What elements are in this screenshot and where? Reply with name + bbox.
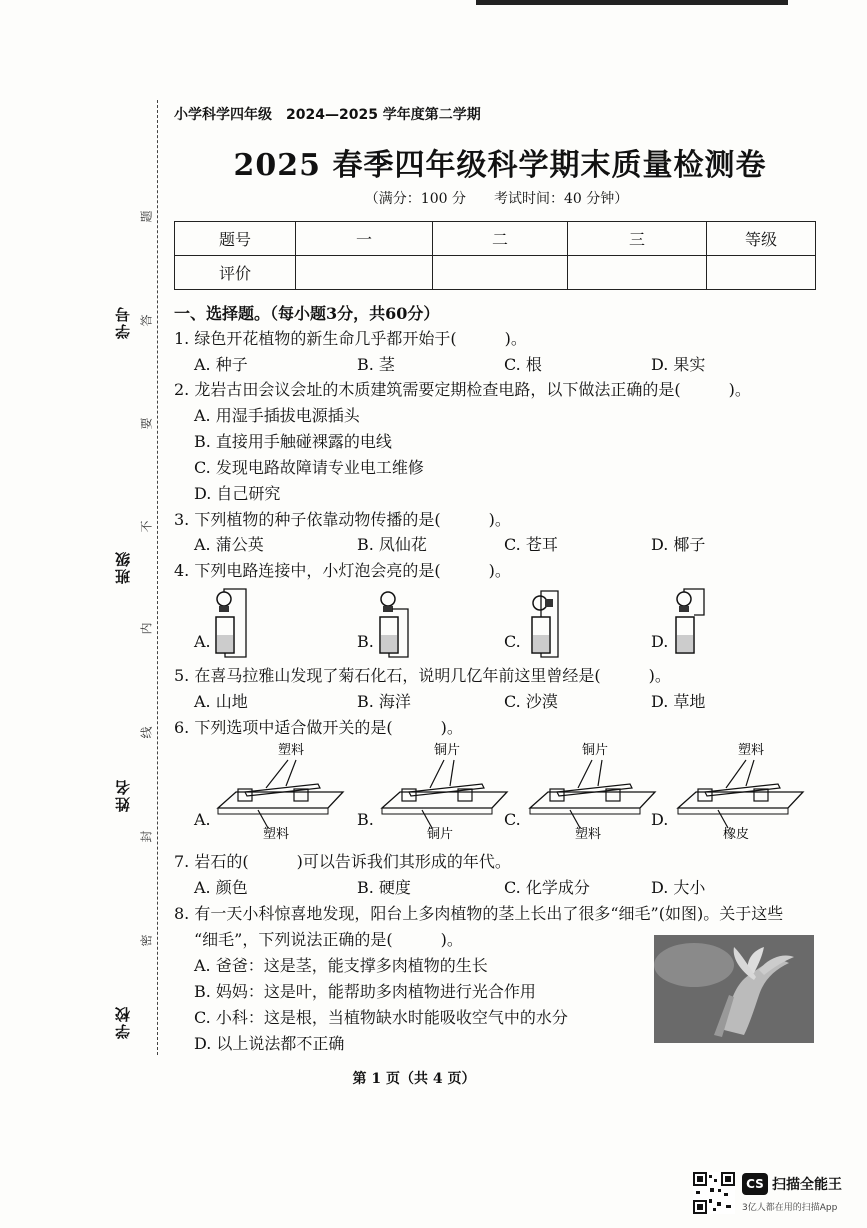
score-input-cell[interactable] [568,256,707,290]
circuit-diagram-d [668,587,716,663]
option[interactable]: C. [504,632,521,651]
circuit-diagram-a [208,587,256,663]
option[interactable]: C. [504,810,521,829]
option[interactable]: A. 用湿手插拔电源插头 [194,406,360,425]
circuit-diagram-b [372,587,420,663]
score-cell: 等级 [707,222,816,256]
seal-char: 线 [139,726,154,739]
option[interactable]: D. 以上说法都不正确 [194,1034,345,1053]
option[interactable]: B. 凤仙花 [357,535,427,554]
option[interactable]: C. 化学成分 [504,878,590,897]
switch-label: 塑料 [575,827,602,840]
seal-char: 要 [139,417,154,430]
score-table-eval-row [175,256,816,290]
student-id-label: 学号 [114,305,132,339]
option[interactable]: A. 爸爸：这是茎，能支撑多肉植物的生长 [194,956,488,975]
switch-label: 铜片 [427,827,454,840]
switch-diagram-b [372,740,512,840]
score-cell: 二 [433,222,568,256]
option[interactable]: C. 沙漠 [504,692,558,711]
section-title: 一、选择题。（每小题3分，共60分） [174,304,440,323]
option[interactable]: B. 硬度 [357,878,411,897]
course-line: 小学科学四年级 2024—2025 学年度第二学期 [174,107,481,123]
school-label: 学校 [114,1005,132,1039]
option[interactable]: C. 根 [504,355,542,374]
seal-char: 内 [139,622,154,635]
option[interactable]: A. 山地 [194,692,248,711]
question-stem: 5. 在喜马拉雅山发现了菊石化石，说明几亿年前这里曾经是( )。 [174,666,671,685]
switch-label: 铜片 [434,743,461,758]
question-stem: 3. 下列植物的种子依靠动物传播的是( )。 [174,510,511,529]
option[interactable]: A. [194,810,211,829]
switch-diagram-d [668,740,808,840]
seal-char: 不 [139,520,154,533]
seal-char: 题 [139,210,154,223]
question-stem-line2: “细毛”，下列说法正确的是( )。 [194,930,463,949]
class-label: 班级 [114,550,132,584]
exam-info: （满分：100 分 考试时间：40 分钟） [364,191,629,207]
option[interactable]: B. 海洋 [357,692,411,711]
score-input-cell[interactable] [296,256,433,290]
option[interactable]: D. 果实 [651,355,706,374]
score-table [174,221,816,290]
option[interactable]: B. [357,632,374,651]
score-cell: 一 [296,222,433,256]
name-label: 姓名 [114,778,132,812]
question-stem: 4. 下列电路连接中，小灯泡会亮的是( )。 [174,561,511,580]
option[interactable]: A. 蒲公英 [194,535,264,554]
option[interactable]: C. 小科：这是根，当植物缺水时能吸收空气中的水分 [194,1008,568,1027]
option[interactable]: D. 椰子 [651,535,706,554]
option[interactable]: B. 妈妈：这是叶，能帮助多肉植物进行光合作用 [194,982,536,1001]
score-input-cell[interactable] [707,256,816,290]
option[interactable]: B. 直接用手触碰裸露的电线 [194,432,392,451]
scan-edge-bar [476,0,788,5]
score-cell: 三 [568,222,707,256]
option[interactable]: C. 发现电路故障请专业电工维修 [194,458,424,477]
seal-char: 封 [139,830,154,843]
option[interactable]: A. [194,632,211,651]
switch-diagram-a [208,740,348,840]
binding-line [157,100,158,1055]
score-cell: 题号 [175,222,296,256]
option[interactable]: C. 苍耳 [504,535,558,554]
switch-label: 塑料 [738,743,765,758]
option[interactable]: A. 颜色 [194,878,248,897]
exam-title: 2025 春季四年级科学期末质量检测卷 [233,148,767,183]
question-stem: 1. 绿色开花植物的新生命几乎都开始于( )。 [174,329,527,348]
succulent-photo [654,935,814,1043]
score-input-cell[interactable] [433,256,568,290]
seal-char: 密 [139,934,154,947]
option[interactable]: D. 自己研究 [194,484,281,503]
question-stem: 7. 岩石的( )可以告诉我们其形成的年代。 [174,852,511,871]
score-table-header-row [175,222,816,256]
switch-diagram-c [520,740,660,840]
camscanner-logo: CS [742,1173,768,1195]
option[interactable]: D. 大小 [651,878,706,897]
option[interactable]: B. 茎 [357,355,395,374]
question-stem: 8. 有一天小科惊喜地发现，阳台上多肉植物的茎上长出了很多“细毛”(如图)。关于这些 [174,904,784,923]
seal-char: 答 [139,314,154,327]
camscanner-name: 扫描全能王 [772,1177,842,1193]
switch-label: 塑料 [263,827,290,840]
option[interactable]: D. 草地 [651,692,706,711]
qr-code-icon [693,1172,735,1214]
switch-label: 塑料 [278,743,305,758]
option[interactable]: D. [651,632,669,651]
question-stem: 2. 龙岩古田会议会址的木质建筑需要定期检查电路，以下做法正确的是( )。 [174,380,751,399]
option[interactable]: D. [651,810,669,829]
page-number: 第 1 页（共 4 页） [352,1071,476,1087]
score-cell: 评价 [175,256,296,290]
circuit-diagram-c [520,587,568,663]
switch-label: 橡皮 [723,827,750,840]
option[interactable]: B. [357,810,374,829]
question-stem: 6. 下列选项中适合做开关的是( )。 [174,718,463,737]
camscanner-tagline: 3亿人都在用的扫描App [742,1203,838,1213]
option[interactable]: A. 种子 [194,355,248,374]
switch-label: 铜片 [582,743,609,758]
